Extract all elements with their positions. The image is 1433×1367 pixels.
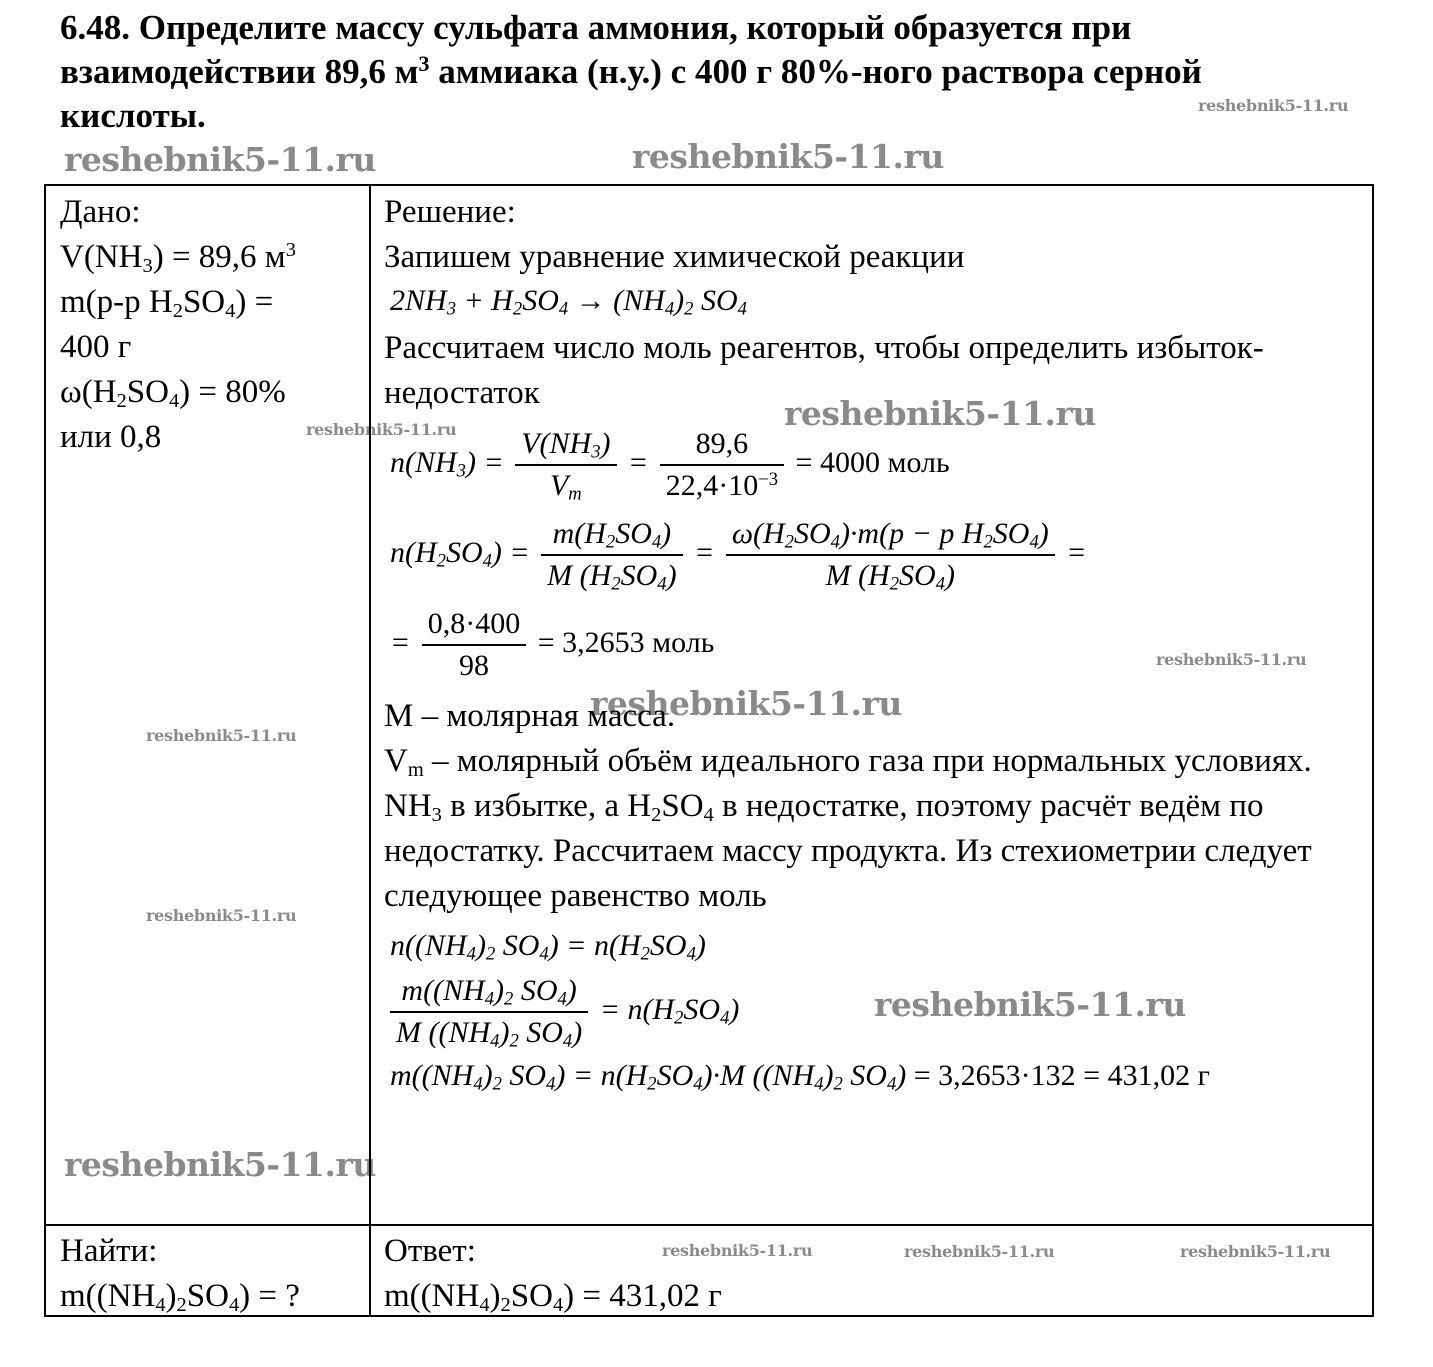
watermark: reshebnik5-11.ru	[904, 1242, 1055, 1261]
row-divider	[46, 1224, 1372, 1226]
watermark: reshebnik5-11.ru	[632, 137, 944, 176]
watermark: reshebnik5-11.ru	[146, 906, 297, 925]
column-divider	[369, 186, 371, 1315]
watermark: reshebnik5-11.ru	[64, 140, 376, 179]
watermark: reshebnik5-11.ru	[146, 726, 297, 745]
watermark: reshebnik5-11.ru	[590, 684, 902, 723]
formula-n-h2so4: $n(H_2SO_4)$ = $\frac{m(H_2SO_4)}{M (H_2SO_4)}$ = $\frac{\omega(H_2SO_4)\cdot m(р - р H_2SO_4)}{M (H_2SO_4)}$ =	[390, 514, 1364, 596]
problem-statement: 6.48. Определите массу сульфата аммония, который образуется при взаимодействии 89,6 $м^3$ аммиака (н.у.) с 400 г 80%-ного раствора серной кислоты.	[60, 8, 1202, 135]
given-header: Дано:	[60, 194, 141, 230]
solution-cell	[384, 190, 1364, 1097]
conclusion-text: $NH_3$ в избытке, а $H_2SO_4$ в недостатке, поэтому расчёт ведём по недостатку. Рассчитаем массу продукта. Из стехиометрии следует следующее равенство моль	[384, 788, 1312, 914]
find-target: $m((NH_4)_2SO_4)$ = ?	[60, 1278, 300, 1317]
formula-mole-equality: $n((NH_4)_2$ $SO_4) = n(H_2SO_4)$	[390, 929, 706, 965]
formula-mass-ratio: $\frac{m((NH_4)_2 SO_4)}{M ((NH_4)_2 SO_4)}$ = $n(H_2SO_4)$	[390, 971, 1364, 1053]
formula-product-mass: $m((NH_4)_2$ $SO_4) = n(H_2SO_4)\cdot M$ ($(NH_4)_2$ $SO_4) = 3,2653\cdot 132 = 431,02$ г	[390, 1059, 1210, 1095]
given-volume: $V(NH_3) = 89,6$ $м^3$	[60, 238, 296, 278]
watermark: reshebnik5-11.ru	[1156, 650, 1307, 669]
note-molar-mass: M – молярная масса.	[384, 698, 676, 734]
given-solution-mass-value: 400 г	[60, 329, 132, 365]
watermark: reshebnik5-11.ru	[662, 1241, 813, 1260]
answer-header: Ответ:	[384, 1233, 476, 1269]
solution-table	[44, 184, 1374, 1317]
find-header: Найти:	[60, 1233, 158, 1269]
reaction-equation: $2NH_3 + H_2SO_4 \to (NH_4)_2$ $SO_4$	[390, 284, 747, 320]
given-solution-mass: m(р-р $H_2SO_4$) =	[60, 284, 274, 323]
formula-n-nh3: $n(NH_3)$ = $\frac{V(NH_3)}{V_m}$ = $\frac{89,6}{22,4\cdot 10^{-3}}$ = 4000 моль	[390, 424, 1364, 506]
watermark: reshebnik5-11.ru	[64, 1145, 376, 1184]
given-mass-fraction-alt: или 0,8	[60, 419, 162, 455]
watermark: reshebnik5-11.ru	[874, 985, 1186, 1024]
note-molar-volume: $V_m$ – молярный объём идеального газа при нормальных условиях.	[384, 743, 1312, 782]
find-cell	[60, 1229, 360, 1319]
given-cell	[60, 190, 360, 460]
watermark: reshebnik5-11.ru	[1180, 1242, 1331, 1261]
answer-cell	[384, 1229, 1364, 1319]
watermark: reshebnik5-11.ru	[1198, 96, 1349, 115]
solution-header: Решение:	[384, 194, 516, 230]
problem-number: 6.48.	[60, 8, 130, 47]
formula-n-h2so4-result: = $\frac{0,8\cdot 400}{98}$ = 3,2653 моль	[390, 604, 1364, 686]
given-mass-fraction: $\omega(H_2SO_4) = 80\%$	[60, 374, 286, 413]
solution-step-equation-intro: Запишем уравнение химической реакции	[384, 239, 965, 275]
answer-value: $m((NH_4)_2SO_4) = 431,02$ г	[384, 1278, 722, 1317]
watermark: reshebnik5-11.ru	[784, 394, 1096, 433]
watermark: reshebnik5-11.ru	[306, 420, 457, 439]
solution-step-moles-intro: Рассчитаем число моль реагентов, чтобы определить избыток-недостаток	[384, 330, 1264, 411]
